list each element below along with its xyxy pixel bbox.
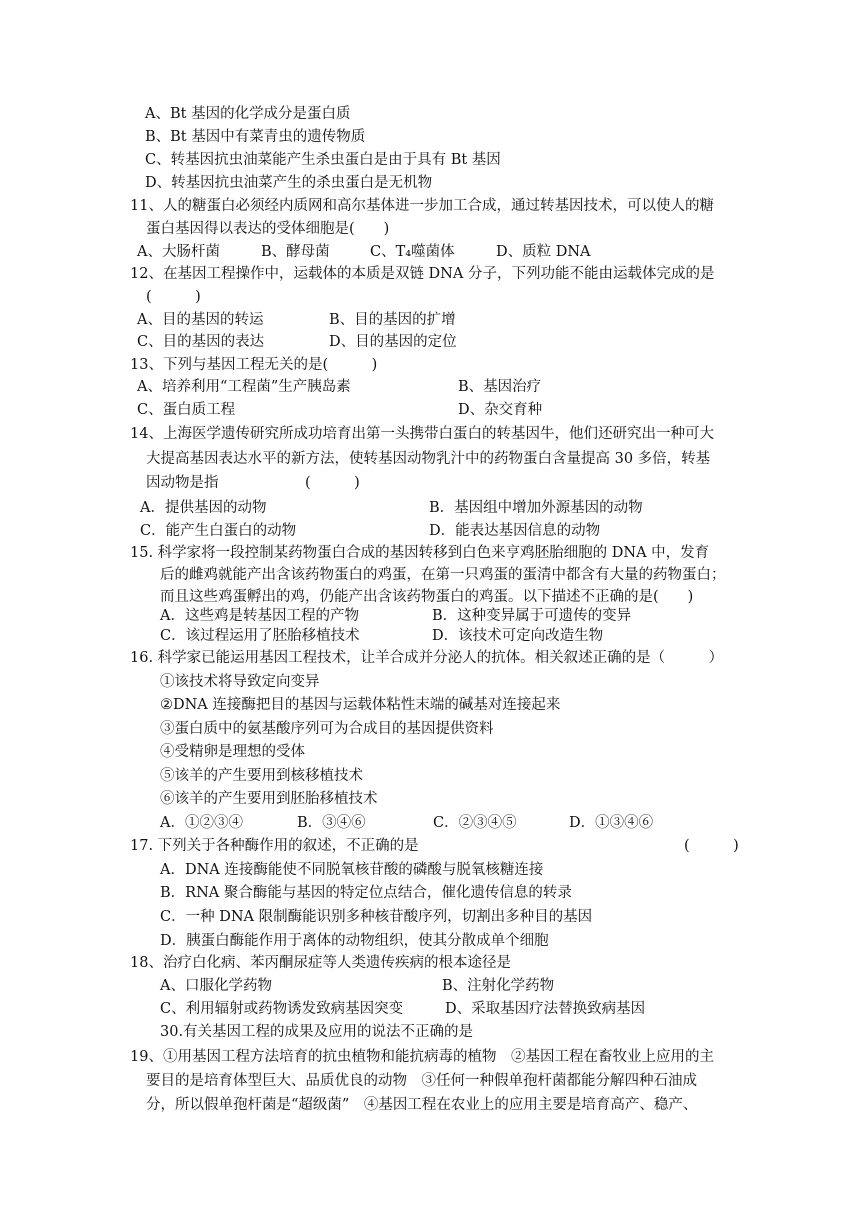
q30-stem: 30.有关基因工程的成果及应用的说法不正确的是 (160, 1024, 474, 1040)
q13-stem: 13、下列与基因工程无关的是( ) (130, 357, 378, 373)
q10-option-c: C、转基因抗虫油菜能产生杀虫蛋白是由于具有 Bt 基因 (145, 152, 501, 168)
q12-stem-line2: ( ) (146, 289, 201, 305)
q17-answer-blank: ( ) (684, 838, 739, 854)
q14-stem-line2: 大提高基因表达水平的新方法，使转基因动物乳汁中的药物蛋白含量提高 30 多倍，转基 (146, 451, 711, 467)
q15-option-b: B．这种变异属于可遗传的变异 (432, 608, 632, 624)
q12-option-a: A、目的基因的转运 (137, 312, 264, 328)
q14-option-c: C．能产生白蛋白的动物 (140, 523, 297, 539)
q15-stem-line2: 后的雌鸡就能产出含该药物蛋白的鸡蛋，在第一只鸡蛋的蛋清中都含有大量的药物蛋白； (160, 567, 726, 583)
q11-option-b: B、酵母菌 (261, 244, 330, 260)
q12-stem-line1: 12、在基因工程操作中，运载体的本质是双链 DNA 分子，下列功能不能由运载体完成的是 (130, 266, 715, 282)
q18-option-c: C、利用辐射或药物诱发致病基因突变 (160, 1001, 404, 1017)
q12-option-b: B、目的基因的扩增 (329, 312, 456, 328)
q15-stem-line1: 15. 科学家将一段控制某药物蛋白合成的基因转移到白色来亨鸡胚胎细胞的 DNA 中，发育 (130, 545, 710, 561)
q11-stem-line2: 蛋白基因得以表达的受体细胞是( ) (146, 221, 390, 237)
q17-option-a: A．DNA 连接酶能使不同脱氧核苷酸的磷酸与脱氧核糖连接 (160, 862, 544, 878)
q16-statement-1: ①该技术将导致定向变异 (160, 674, 320, 690)
q16-option-b: B．③④⑥ (297, 815, 366, 831)
q10-option-b: B、Bt 基因中有菜青虫的遗传物质 (145, 129, 366, 145)
q16-statement-2: ②DNA 连接酶把目的基因与运载体粘性末端的碱基对连接起来 (160, 697, 561, 713)
q14-option-b: B．基因组中增加外源基因的动物 (429, 500, 643, 516)
q13-option-b: B、基因治疗 (458, 379, 542, 395)
q16-stem: 16. 科学家已能运用基因工程技术，让羊合成并分泌人的抗体。相关叙述正确的是（ ） (130, 650, 724, 666)
q13-option-a: A、培养利用“工程菌”生产胰岛素 (137, 379, 351, 395)
q17-option-d: D．胰蛋白酶能作用于离体的动物组织，使其分散成单个细胞 (160, 933, 549, 949)
q18-option-b: B、注射化学药物 (442, 978, 555, 994)
q11-option-a: A、大肠杆菌 (137, 244, 220, 260)
q14-answer-blank: ( ) (305, 475, 360, 491)
q18-stem: 18、治疗白化病、苯丙酮尿症等人类遗传疾病的根本途径是 (130, 955, 511, 971)
q15-stem-line3: 而且这些鸡蛋孵出的鸡，仍能产出含该药物蛋白的鸡蛋。以下描述不正确的是( ) (160, 589, 694, 605)
q11-option-c: C、T₄噬菌体 (370, 244, 455, 260)
q16-option-d: D．①③④⑥ (569, 815, 654, 831)
q16-statement-3: ③蛋白质中的氨基酸序列可为合成目的基因提供资料 (160, 721, 494, 737)
q12-option-c: C、目的基因的表达 (137, 334, 265, 350)
q11-stem-line1: 11、人的糖蛋白必须经内质网和高尔基体进一步加工合成，通过转基因技术，可以使人的糖 (130, 198, 714, 214)
q11-option-d: D、质粒 DNA (496, 244, 591, 260)
q14-option-d: D．能表达基因信息的动物 (429, 523, 601, 539)
q15-option-a: A．这些鸡是转基因工程的产物 (160, 608, 359, 624)
q15-option-d: D．该技术可定向改造生物 (432, 628, 604, 644)
q16-option-a: A．①②③④ (160, 815, 243, 831)
q16-option-c: C．②③④⑤ (433, 815, 517, 831)
q17-option-c: C．一种 DNA 限制酶能识别多种核苷酸序列，切割出多种目的基因 (160, 909, 593, 925)
q18-option-d: D、采取基因疗法替换致病基因 (445, 1001, 646, 1017)
q19-stem-line1: 19、①用基因工程方法培育的抗虫植物和能抗病毒的植物 ②基因工程在畜牧业上应用的主 (130, 1049, 714, 1065)
q16-statement-5: ⑤该羊的产生要用到核移植技术 (160, 768, 363, 784)
q17-option-b: B．RNA 聚合酶能与基因的特定位点结合，催化遗传信息的转录 (160, 885, 572, 901)
q13-option-d: D、杂交育种 (458, 402, 543, 418)
q13-option-c: C、蛋白质工程 (137, 402, 236, 418)
q14-stem-line1: 14、上海医学遗传研究所成功培育出第一头携带白蛋白的转基因牛，他们还研究出一种可大 (130, 426, 714, 442)
q14-stem-line3: 因动物是指 (146, 475, 219, 491)
q19-stem-line2: 要目的是培育体型巨大、品质优良的动物 ③任何一种假单孢杆菌都能分解四种石油成 (146, 1073, 697, 1089)
q16-statement-4: ④受精卵是理想的受体 (160, 744, 305, 760)
q15-option-c: C．该过程运用了胚胎移植技术 (160, 628, 360, 644)
q17-stem: 17. 下列关于各种酶作用的叙述，不正确的是 (130, 838, 419, 854)
q10-option-a: A、Bt 基因的化学成分是蛋白质 (145, 106, 351, 122)
q18-option-a: A、口服化学药物 (160, 978, 272, 994)
q12-option-d: D、目的基因的定位 (329, 334, 457, 350)
q16-statement-6: ⑥该羊的产生要用到胚胎移植技术 (160, 791, 378, 807)
q10-option-d: D、转基因抗虫油菜产生的杀虫蛋白是无机物 (145, 175, 433, 191)
q14-option-a: A．提供基因的动物 (140, 500, 267, 516)
q19-stem-line3: 分，所以假单孢杆菌是“超级菌” ④基因工程在农业上的应用主要是培育高产、稳产、 (146, 1097, 698, 1113)
